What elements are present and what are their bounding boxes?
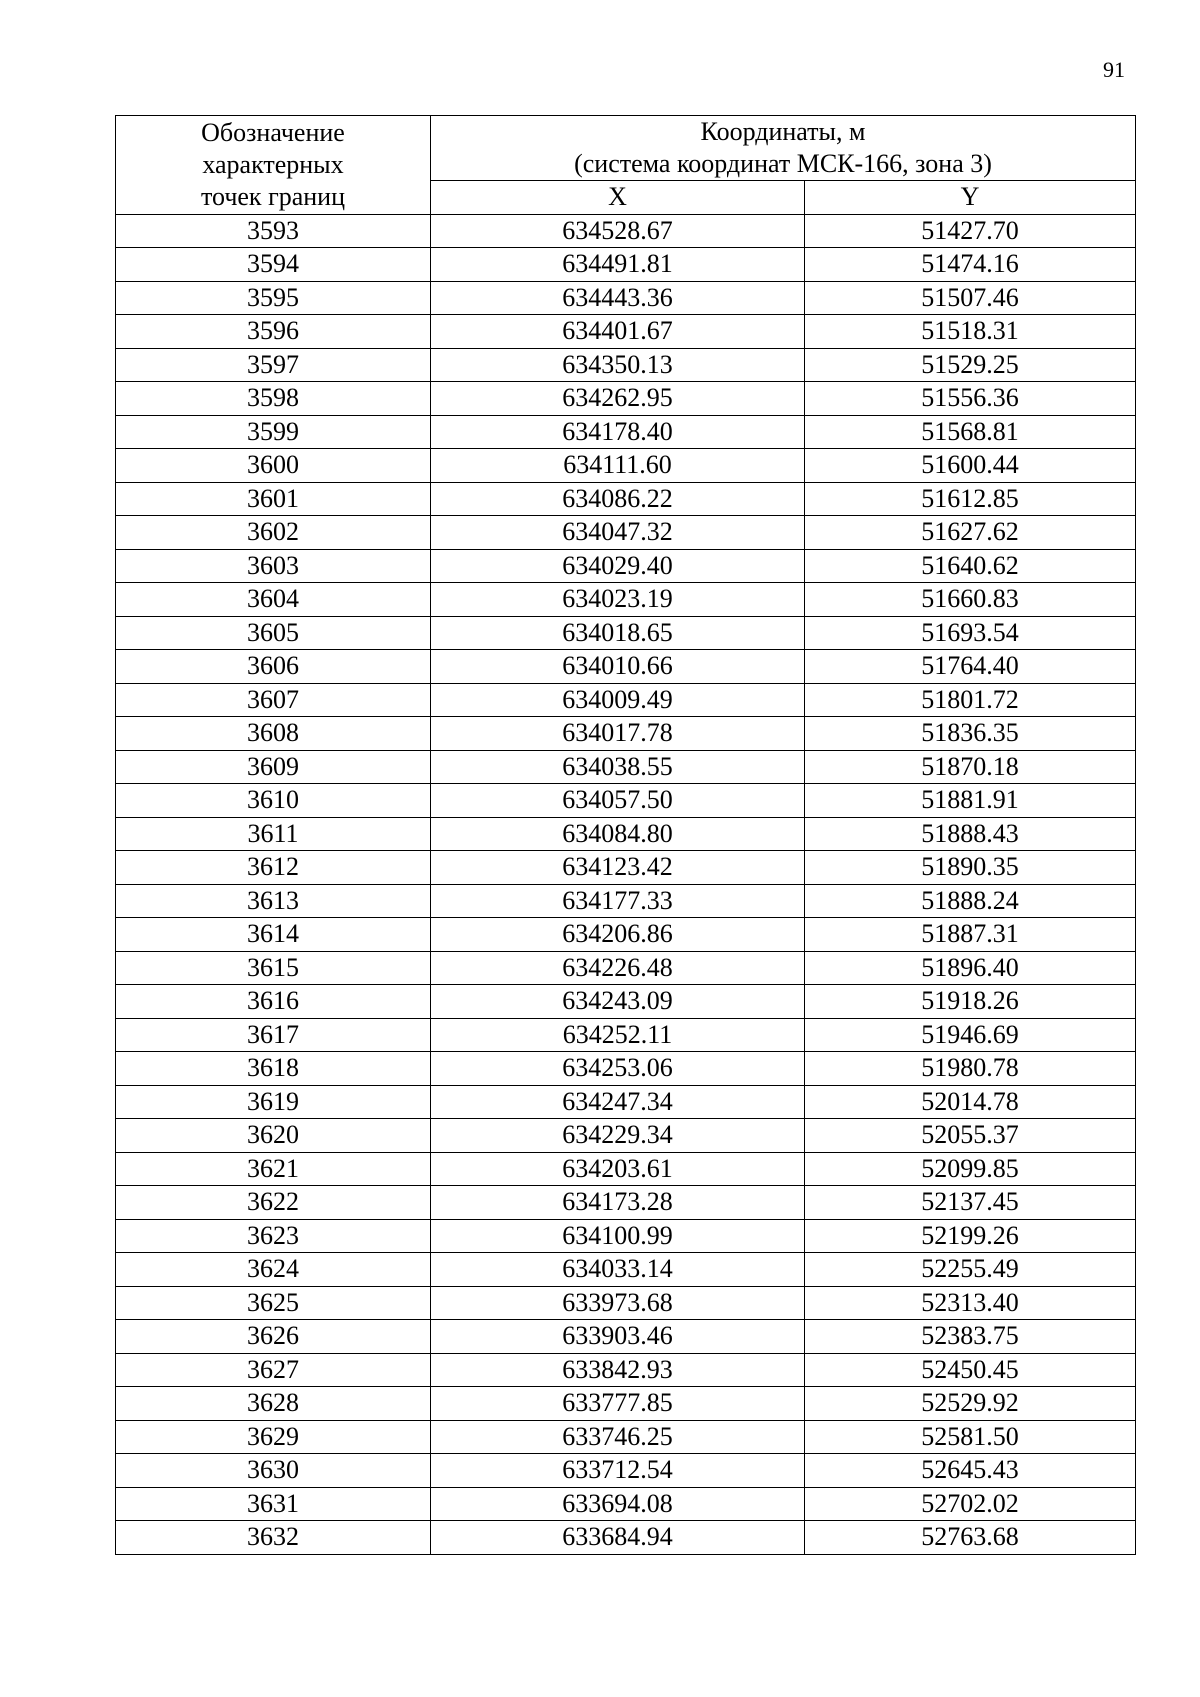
table-row xyxy=(116,549,1136,583)
y-coordinate-cell: 51896.40 xyxy=(805,951,1136,985)
table-body xyxy=(116,214,1136,1554)
y-coordinate-cell: 52055.37 xyxy=(805,1119,1136,1153)
header-col1-line: точек границ xyxy=(200,181,346,211)
y-coordinate-cell: 52199.26 xyxy=(805,1219,1136,1253)
page-number: 91 xyxy=(1103,57,1125,82)
point-id-cell: 3608 xyxy=(116,717,431,751)
point-id-cell: 3603 xyxy=(116,549,431,583)
y-coordinate-cell: 51801.72 xyxy=(805,683,1136,717)
x-coordinate-cell: 634033.14 xyxy=(431,1253,805,1287)
table-row xyxy=(116,1186,1136,1220)
point-id-cell: 3629 xyxy=(116,1420,431,1454)
header-col1-line: характерных xyxy=(202,149,344,179)
table-row xyxy=(116,884,1136,918)
header-col1-line: Обозначение xyxy=(201,117,345,147)
table-row xyxy=(116,1152,1136,1186)
point-id-cell: 3609 xyxy=(116,750,431,784)
point-id-cell: 3631 xyxy=(116,1487,431,1521)
y-coordinate-cell: 51474.16 xyxy=(805,248,1136,282)
y-coordinate-cell: 51890.35 xyxy=(805,851,1136,885)
point-id-cell: 3602 xyxy=(116,516,431,550)
x-coordinate-cell: 634086.22 xyxy=(431,482,805,516)
table-row xyxy=(116,1286,1136,1320)
y-coordinate-cell: 51946.69 xyxy=(805,1018,1136,1052)
point-id-cell: 3622 xyxy=(116,1186,431,1220)
point-id-cell: 3618 xyxy=(116,1052,431,1086)
x-coordinate-cell: 634123.42 xyxy=(431,851,805,885)
y-coordinate-cell: 52645.43 xyxy=(805,1454,1136,1488)
y-coordinate-cell: 52014.78 xyxy=(805,1085,1136,1119)
point-id-cell: 3595 xyxy=(116,281,431,315)
table-row xyxy=(116,1353,1136,1387)
y-coordinate-cell: 51881.91 xyxy=(805,784,1136,818)
x-coordinate-cell: 634010.66 xyxy=(431,650,805,684)
table-row xyxy=(116,1387,1136,1421)
x-coordinate-cell: 633746.25 xyxy=(431,1420,805,1454)
table-row xyxy=(116,248,1136,282)
point-id-cell: 3601 xyxy=(116,482,431,516)
y-coordinate-cell: 51507.46 xyxy=(805,281,1136,315)
x-coordinate-cell: 634018.65 xyxy=(431,616,805,650)
x-coordinate-cell: 634178.40 xyxy=(431,415,805,449)
table-row xyxy=(116,851,1136,885)
y-coordinate-cell: 51870.18 xyxy=(805,750,1136,784)
point-id-cell: 3613 xyxy=(116,884,431,918)
table-row xyxy=(116,415,1136,449)
x-coordinate-cell: 634203.61 xyxy=(431,1152,805,1186)
x-coordinate-cell: 634491.81 xyxy=(431,248,805,282)
table-row xyxy=(116,348,1136,382)
x-coordinate-cell: 633842.93 xyxy=(431,1353,805,1387)
x-coordinate-cell: 634206.86 xyxy=(431,918,805,952)
y-coordinate-cell: 52450.45 xyxy=(805,1353,1136,1387)
point-id-cell: 3597 xyxy=(116,348,431,382)
table-row xyxy=(116,650,1136,684)
x-coordinate-cell: 634262.95 xyxy=(431,382,805,416)
point-designation-header xyxy=(116,116,431,215)
point-id-cell: 3625 xyxy=(116,1286,431,1320)
table-row xyxy=(116,1454,1136,1488)
point-id-cell: 3611 xyxy=(116,817,431,851)
x-coordinate-cell: 634443.36 xyxy=(431,281,805,315)
x-coordinate-cell: 634528.67 xyxy=(431,214,805,248)
point-id-cell: 3594 xyxy=(116,248,431,282)
x-coordinate-cell: 634253.06 xyxy=(431,1052,805,1086)
point-id-cell: 3626 xyxy=(116,1320,431,1354)
table-row xyxy=(116,817,1136,851)
point-id-cell: 3619 xyxy=(116,1085,431,1119)
y-coordinate-cell: 52255.49 xyxy=(805,1253,1136,1287)
y-coordinate-cell: 51427.70 xyxy=(805,214,1136,248)
point-id-cell: 3604 xyxy=(116,583,431,617)
x-coordinate-cell: 634023.19 xyxy=(431,583,805,617)
point-id-cell: 3610 xyxy=(116,784,431,818)
table-row xyxy=(116,1420,1136,1454)
y-coordinate-cell: 51693.54 xyxy=(805,616,1136,650)
x-coordinate-cell: 634247.34 xyxy=(431,1085,805,1119)
y-coordinate-cell: 52383.75 xyxy=(805,1320,1136,1354)
table-row xyxy=(116,1052,1136,1086)
table-row xyxy=(116,717,1136,751)
point-id-cell: 3632 xyxy=(116,1521,431,1555)
x-column-header: X xyxy=(431,181,805,215)
point-id-cell: 3598 xyxy=(116,382,431,416)
table-row xyxy=(116,281,1136,315)
table-header xyxy=(116,116,1136,215)
y-coordinate-cell: 51518.31 xyxy=(805,315,1136,349)
point-id-cell: 3612 xyxy=(116,851,431,885)
table-row xyxy=(116,1320,1136,1354)
y-coordinate-cell: 51640.62 xyxy=(805,549,1136,583)
x-coordinate-cell: 633973.68 xyxy=(431,1286,805,1320)
y-coordinate-cell: 52313.40 xyxy=(805,1286,1136,1320)
y-coordinate-cell: 52581.50 xyxy=(805,1420,1136,1454)
y-coordinate-cell: 51888.43 xyxy=(805,817,1136,851)
point-id-cell: 3616 xyxy=(116,985,431,1019)
x-coordinate-cell: 634229.34 xyxy=(431,1119,805,1153)
y-coordinate-cell: 52763.68 xyxy=(805,1521,1136,1555)
table-row xyxy=(116,1018,1136,1052)
x-coordinate-cell: 634038.55 xyxy=(431,750,805,784)
y-coordinate-cell: 52702.02 xyxy=(805,1487,1136,1521)
y-coordinate-cell: 52099.85 xyxy=(805,1152,1136,1186)
y-coordinate-cell: 51660.83 xyxy=(805,583,1136,617)
table-row xyxy=(116,1085,1136,1119)
y-coordinate-cell: 51918.26 xyxy=(805,985,1136,1019)
point-id-cell: 3614 xyxy=(116,918,431,952)
x-coordinate-cell: 633712.54 xyxy=(431,1454,805,1488)
x-coordinate-cell: 633694.08 xyxy=(431,1487,805,1521)
x-coordinate-cell: 633684.94 xyxy=(431,1521,805,1555)
coordinates-header xyxy=(431,116,1136,181)
y-coordinate-cell: 51764.40 xyxy=(805,650,1136,684)
header-coords-line: (система координат МСК-166, зона 3) xyxy=(574,149,992,178)
x-coordinate-cell: 634057.50 xyxy=(431,784,805,818)
y-coordinate-cell: 51888.24 xyxy=(805,884,1136,918)
point-id-cell: 3621 xyxy=(116,1152,431,1186)
x-coordinate-cell: 634084.80 xyxy=(431,817,805,851)
point-id-cell: 3620 xyxy=(116,1119,431,1153)
y-coordinate-cell: 51612.85 xyxy=(805,482,1136,516)
point-id-cell: 3628 xyxy=(116,1387,431,1421)
point-id-cell: 3630 xyxy=(116,1454,431,1488)
x-coordinate-cell: 633903.46 xyxy=(431,1320,805,1354)
point-id-cell: 3627 xyxy=(116,1353,431,1387)
table-row xyxy=(116,482,1136,516)
x-coordinate-cell: 634100.99 xyxy=(431,1219,805,1253)
y-coordinate-cell: 52137.45 xyxy=(805,1186,1136,1220)
table-row xyxy=(116,918,1136,952)
x-coordinate-cell: 634252.11 xyxy=(431,1018,805,1052)
table-row xyxy=(116,985,1136,1019)
point-id-cell: 3615 xyxy=(116,951,431,985)
y-coordinate-cell: 51887.31 xyxy=(805,918,1136,952)
y-coordinate-cell: 52529.92 xyxy=(805,1387,1136,1421)
y-coordinate-cell: 51836.35 xyxy=(805,717,1136,751)
x-coordinate-cell: 634243.09 xyxy=(431,985,805,1019)
x-coordinate-cell: 634173.28 xyxy=(431,1186,805,1220)
table-row xyxy=(116,516,1136,550)
x-coordinate-cell: 633777.85 xyxy=(431,1387,805,1421)
table-row xyxy=(116,616,1136,650)
y-coordinate-cell: 51627.62 xyxy=(805,516,1136,550)
table-row xyxy=(116,583,1136,617)
table-row xyxy=(116,683,1136,717)
y-coordinate-cell: 51529.25 xyxy=(805,348,1136,382)
y-column-header: Y xyxy=(805,181,1136,215)
y-coordinate-cell: 51556.36 xyxy=(805,382,1136,416)
point-id-cell: 3605 xyxy=(116,616,431,650)
x-coordinate-cell: 634350.13 xyxy=(431,348,805,382)
point-id-cell: 3624 xyxy=(116,1253,431,1287)
x-coordinate-cell: 634029.40 xyxy=(431,549,805,583)
x-coordinate-cell: 634047.32 xyxy=(431,516,805,550)
table-row xyxy=(116,449,1136,483)
point-id-cell: 3607 xyxy=(116,683,431,717)
table-row xyxy=(116,784,1136,818)
table-row xyxy=(116,1219,1136,1253)
point-id-cell: 3593 xyxy=(116,214,431,248)
table-row xyxy=(116,1119,1136,1153)
y-coordinate-cell: 51980.78 xyxy=(805,1052,1136,1086)
table-row xyxy=(116,382,1136,416)
header-coords-line: Координаты, м xyxy=(700,117,866,146)
coordinates-table xyxy=(115,115,1136,1555)
table-row xyxy=(116,951,1136,985)
point-id-cell: 3599 xyxy=(116,415,431,449)
point-id-cell: 3596 xyxy=(116,315,431,349)
point-id-cell: 3606 xyxy=(116,650,431,684)
x-coordinate-cell: 634226.48 xyxy=(431,951,805,985)
x-coordinate-cell: 634009.49 xyxy=(431,683,805,717)
table-row xyxy=(116,1253,1136,1287)
table-row xyxy=(116,214,1136,248)
point-id-cell: 3600 xyxy=(116,449,431,483)
x-coordinate-cell: 634017.78 xyxy=(431,717,805,751)
point-id-cell: 3623 xyxy=(116,1219,431,1253)
x-coordinate-cell: 634177.33 xyxy=(431,884,805,918)
table-row xyxy=(116,1521,1136,1555)
x-coordinate-cell: 634401.67 xyxy=(431,315,805,349)
x-coordinate-cell: 634111.60 xyxy=(431,449,805,483)
point-id-cell: 3617 xyxy=(116,1018,431,1052)
table-row xyxy=(116,1487,1136,1521)
y-coordinate-cell: 51600.44 xyxy=(805,449,1136,483)
table-row xyxy=(116,315,1136,349)
table-row xyxy=(116,750,1136,784)
y-coordinate-cell: 51568.81 xyxy=(805,415,1136,449)
